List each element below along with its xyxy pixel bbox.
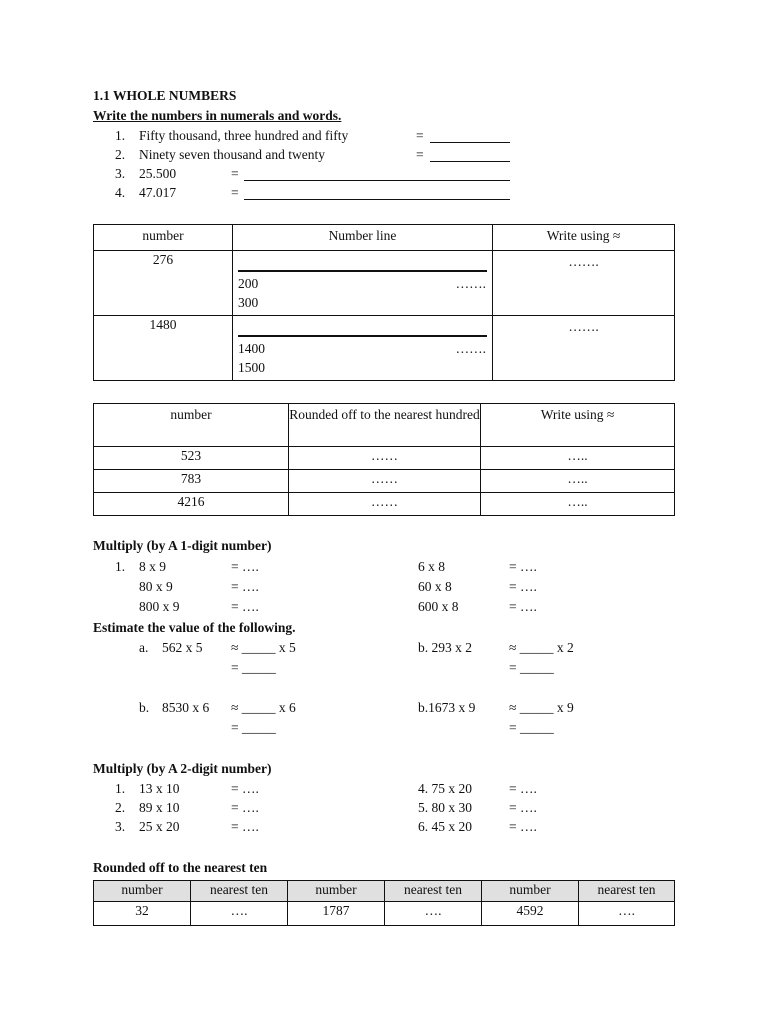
approx-blank[interactable]: ≈ _____ x 5 (231, 640, 296, 655)
answer-blank[interactable]: = …. (509, 579, 537, 594)
table-cell-number: 783 (94, 470, 289, 493)
table-header: Write using ≈ (481, 404, 675, 447)
table-header: Number line (233, 225, 493, 251)
number-line-table (93, 224, 675, 381)
number-line-cell[interactable] (233, 316, 493, 381)
table-header: nearest ten (385, 881, 482, 902)
table-cell-number: 1787 (288, 902, 385, 926)
expression: 562 x 5 (162, 640, 203, 655)
table-header: number (94, 225, 233, 251)
approx-blank[interactable]: ….. (481, 493, 675, 516)
number-line (238, 270, 487, 272)
equals-sign: = (231, 185, 239, 200)
rounding-hundred-table (93, 403, 675, 516)
item-number: 2. (115, 800, 126, 815)
section-title: 1.1 WHOLE NUMBERS (93, 88, 237, 103)
approx-blank[interactable]: ….. (481, 447, 675, 470)
table-cell-number: 32 (94, 902, 191, 926)
estimate-title: Estimate the value of the following. (93, 620, 296, 635)
expression: 8 x 9 (139, 559, 166, 574)
answer-blank[interactable]: = _____ (231, 720, 276, 735)
expression: 800 x 9 (139, 599, 180, 614)
expression: 6 x 8 (418, 559, 445, 574)
answer-blank[interactable]: = …. (231, 800, 259, 815)
equals-sign: = (416, 128, 424, 143)
table-header: nearest ten (579, 881, 675, 902)
item-number: 3. (115, 819, 126, 834)
table-header: nearest ten (191, 881, 288, 902)
item-text: Ninety seven thousand and twenty (139, 147, 325, 162)
answer-blank[interactable]: = …. (509, 819, 537, 834)
answer-blank[interactable]: = _____ (509, 660, 554, 675)
item-label: b.1673 x 9 (418, 700, 476, 715)
table-header: number (94, 881, 191, 902)
answer-blank[interactable]: = _____ (509, 720, 554, 735)
answer-blank[interactable]: = …. (231, 599, 259, 614)
number-line-low: 200 (238, 276, 259, 291)
item-number: 1. (115, 781, 126, 796)
table-cell-number: 1480 (94, 316, 233, 381)
number-line-high: 1500 (238, 360, 265, 375)
expression: 80 x 9 (139, 579, 173, 594)
answer-blank[interactable]: = _____ (231, 660, 276, 675)
expression: 5. 80 x 30 (418, 800, 472, 815)
item-number: 4. (115, 185, 126, 200)
answer-blank[interactable]: = …. (231, 819, 259, 834)
answer-line[interactable] (244, 199, 510, 200)
expression: 89 x 10 (139, 800, 180, 815)
rounded-blank[interactable]: …… (289, 470, 481, 493)
item-number: 3. (115, 166, 126, 181)
nearest-ten-blank[interactable]: …. (579, 902, 675, 926)
table-cell-number: 4592 (482, 902, 579, 926)
number-line-low: 1400 (238, 341, 265, 356)
rounding-ten-title: Rounded off to the nearest ten (93, 860, 268, 875)
approx-blank[interactable]: ……. (493, 251, 675, 316)
answer-line[interactable] (244, 180, 510, 181)
rounded-blank[interactable]: …… (289, 447, 481, 470)
item-label: b. 293 x 2 (418, 640, 472, 655)
approx-blank[interactable]: ……. (493, 316, 675, 381)
item-label: b. (139, 700, 150, 715)
number-line-high: 300 (238, 295, 259, 310)
item-text: 25.500 (139, 166, 177, 181)
answer-blank[interactable]: = …. (231, 781, 259, 796)
item-number: 1. (115, 128, 126, 143)
number-line-blank[interactable]: ……. (455, 276, 486, 291)
table-cell-number: 4216 (94, 493, 289, 516)
table-header: number (482, 881, 579, 902)
table-cell-number: 276 (94, 251, 233, 316)
answer-line[interactable] (430, 161, 510, 162)
multiply2-title: Multiply (by A 2-digit number) (93, 761, 272, 776)
answer-blank[interactable]: = …. (509, 781, 537, 796)
answer-line[interactable] (430, 142, 510, 143)
approx-blank[interactable]: ….. (481, 470, 675, 493)
item-text: Fifty thousand, three hundred and fifty (139, 128, 349, 143)
answer-blank[interactable]: = …. (509, 599, 537, 614)
approx-blank[interactable]: ≈ _____ x 9 (509, 700, 574, 715)
equals-sign: = (231, 166, 239, 181)
table-header: number (288, 881, 385, 902)
number-line-cell[interactable] (233, 251, 493, 316)
rounding-ten-table (93, 880, 675, 926)
number-line (238, 335, 487, 337)
nearest-ten-blank[interactable]: …. (191, 902, 288, 926)
table-header: Write using ≈ (493, 225, 675, 251)
expression: 6. 45 x 20 (418, 819, 472, 834)
expression: 60 x 8 (418, 579, 452, 594)
multiply1-title: Multiply (by A 1-digit number) (93, 538, 272, 553)
item-number: 2. (115, 147, 126, 162)
approx-blank[interactable]: ≈ _____ x 2 (509, 640, 574, 655)
answer-blank[interactable]: = …. (509, 800, 537, 815)
expression: 8530 x 6 (162, 700, 210, 715)
nearest-ten-blank[interactable]: …. (385, 902, 482, 926)
item-text: 47.017 (139, 185, 177, 200)
item-number: 1. (115, 559, 126, 574)
equals-sign: = (416, 147, 424, 162)
expression: 13 x 10 (139, 781, 180, 796)
answer-blank[interactable]: = …. (509, 559, 537, 574)
rounded-blank[interactable]: …… (289, 493, 481, 516)
expression: 600 x 8 (418, 599, 459, 614)
table-header: Rounded off to the nearest hundred (289, 404, 481, 447)
table-header: number (94, 404, 289, 447)
item-label: a. (139, 640, 149, 655)
number-line-blank[interactable]: ……. (455, 341, 486, 356)
expression: 4. 75 x 20 (418, 781, 472, 796)
approx-blank[interactable]: ≈ _____ x 6 (231, 700, 296, 715)
section-instruction: Write the numbers in numerals and words. (93, 108, 342, 123)
answer-blank[interactable]: = …. (231, 559, 259, 574)
table-cell-number: 523 (94, 447, 289, 470)
answer-blank[interactable]: = …. (231, 579, 259, 594)
expression: 25 x 20 (139, 819, 180, 834)
